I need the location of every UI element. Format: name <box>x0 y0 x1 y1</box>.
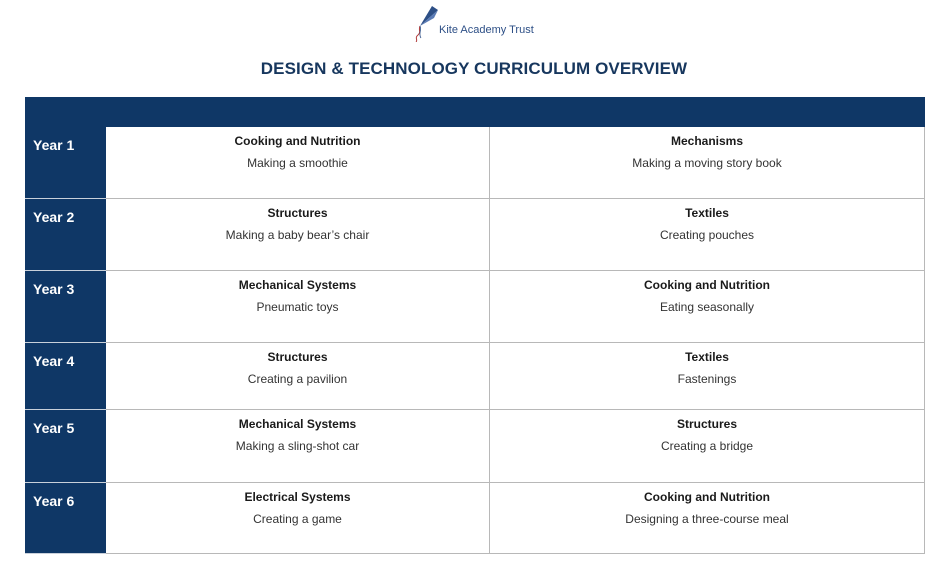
kite-icon <box>412 4 442 42</box>
curriculum-table <box>25 97 925 554</box>
topic-title: Cooking and Nutrition <box>644 278 770 292</box>
topic-cell <box>490 127 925 199</box>
topic-cell <box>106 199 490 271</box>
topic-description: Eating seasonally <box>659 300 755 314</box>
topic-description: Creating a bridge <box>660 439 754 453</box>
topic-title: Mechanical Systems <box>238 278 357 292</box>
topic-cell <box>490 343 925 410</box>
logo-text: Kite Academy Trust <box>439 24 534 36</box>
table-row <box>26 410 925 483</box>
table-row <box>26 343 925 410</box>
year-label: Year 4 <box>26 343 106 410</box>
header-cell <box>26 98 106 127</box>
table-row <box>26 271 925 343</box>
page-title: DESIGN & TECHNOLOGY CURRICULUM OVERVIEW <box>260 59 688 78</box>
table-row <box>26 199 925 271</box>
header-cell <box>490 98 925 127</box>
topic-title: Electrical Systems <box>244 490 351 504</box>
topic-cell <box>106 343 490 410</box>
year-label: Year 3 <box>26 271 106 343</box>
year-label: Year 5 <box>26 410 106 483</box>
topic-cell <box>106 127 490 199</box>
topic-cell <box>490 483 925 554</box>
topic-description: Making a smoothie <box>247 156 348 170</box>
topic-cell <box>106 410 490 483</box>
table-row <box>26 483 925 554</box>
topic-description: Making a baby bear’s chair <box>225 228 370 242</box>
topic-cell <box>490 410 925 483</box>
topic-title: Structures <box>267 206 328 220</box>
year-label: Year 6 <box>26 483 106 554</box>
topic-title: Mechanisms <box>670 134 744 148</box>
topic-cell <box>106 483 490 554</box>
topic-description: Fastenings <box>677 372 737 386</box>
topic-title: Textiles <box>685 350 729 364</box>
topic-cell <box>490 271 925 343</box>
year-label: Year 2 <box>26 199 106 271</box>
topic-title: Structures <box>267 350 328 364</box>
topic-title: Textiles <box>685 206 729 220</box>
topic-description: Pneumatic toys <box>256 300 339 314</box>
table-row <box>26 127 925 199</box>
kite-logo <box>412 4 552 42</box>
year-label: Year 1 <box>26 127 106 199</box>
header-cell <box>106 98 490 127</box>
topic-cell <box>490 199 925 271</box>
topic-description: Making a sling-shot car <box>235 439 360 453</box>
topic-description: Creating a pavilion <box>247 372 348 386</box>
topic-title: Mechanical Systems <box>238 417 357 431</box>
table-header-row <box>26 98 925 127</box>
topic-title: Structures <box>676 417 738 431</box>
topic-description: Creating a game <box>253 512 342 526</box>
topic-cell <box>106 271 490 343</box>
topic-description: Making a moving story book <box>632 156 782 170</box>
topic-title: Cooking and Nutrition <box>644 490 770 504</box>
topic-description: Creating pouches <box>659 228 755 242</box>
topic-title: Cooking and Nutrition <box>234 134 361 148</box>
topic-description: Designing a three-course meal <box>625 512 789 526</box>
